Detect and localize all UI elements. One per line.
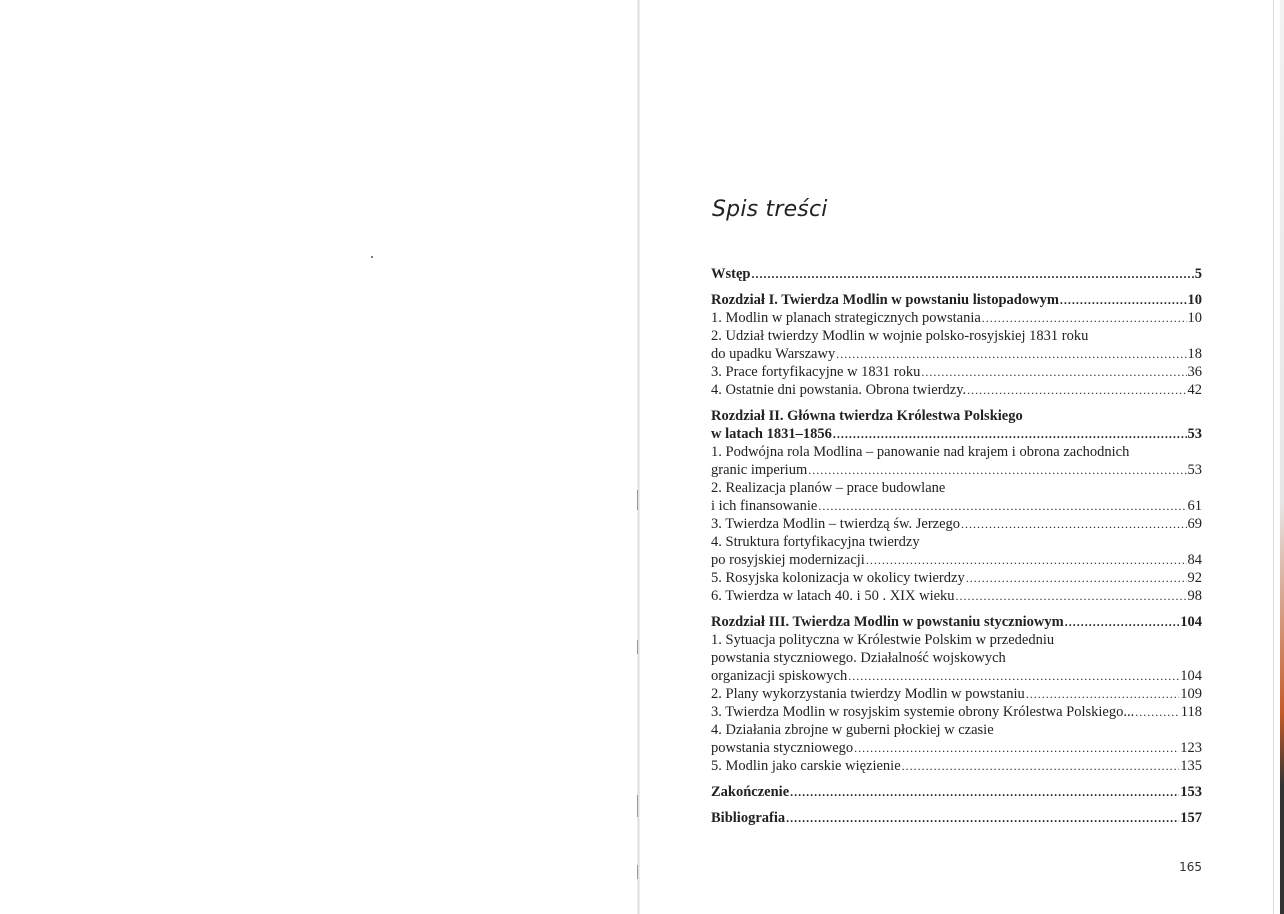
toc-leader-dots bbox=[1026, 685, 1180, 703]
toc-entry bbox=[711, 783, 1202, 801]
toc-entry-title: 3. Twierdza Modlin – twierdzą św. Jerzego bbox=[711, 516, 961, 532]
toc-entry-title: Bibliografia bbox=[711, 810, 786, 826]
paper-speck bbox=[371, 256, 373, 258]
gutter-mark bbox=[637, 795, 638, 817]
toc-leader-dots bbox=[786, 809, 1179, 827]
toc-entry-title: 4. Ostatnie dni powstania. Obrona twierdzy. bbox=[711, 382, 967, 398]
toc-entry-title: 2. Plany wykorzystania twierdzy Modlin w powstaniu bbox=[711, 686, 1025, 702]
toc-leader-dots bbox=[808, 461, 1186, 479]
toc-line: Rozdział II. Główna twierdza Królestwa Polskiego bbox=[711, 408, 1023, 424]
gutter-mark bbox=[637, 640, 638, 654]
toc-leader-dots bbox=[921, 363, 1186, 381]
toc-leader-dots bbox=[966, 569, 1187, 587]
toc-entry-page: 10 bbox=[1187, 292, 1202, 308]
table-of-contents bbox=[711, 265, 1202, 827]
toc-entry bbox=[711, 265, 1202, 283]
toc-entry-page: 84 bbox=[1187, 552, 1202, 568]
scan-edge bbox=[1280, 0, 1284, 914]
toc-entry-title: granic imperium bbox=[711, 462, 808, 478]
toc-entry-page: 18 bbox=[1187, 346, 1202, 362]
toc-entry bbox=[711, 461, 1202, 479]
toc-entry-page: 36 bbox=[1187, 364, 1202, 380]
toc-entry-title: 1. Modlin w planach strategicznych powstania bbox=[711, 310, 981, 326]
toc-gap bbox=[711, 399, 1202, 407]
toc-entry-title: do upadku Warszawy bbox=[711, 346, 836, 362]
toc-leader-dots bbox=[751, 265, 1193, 283]
toc-gap bbox=[711, 775, 1202, 783]
toc-entry-title: w latach 1831–1856 bbox=[711, 426, 832, 442]
toc-entry bbox=[711, 613, 1202, 631]
toc-entry-title: 3. Prace fortyfikacyjne w 1831 roku bbox=[711, 364, 921, 380]
toc-line: 2. Udział twierdzy Modlin w wojnie polsko-rosyjskiej 1831 roku bbox=[711, 328, 1089, 344]
toc-entry-title: Rozdział I. Twierdza Modlin w powstaniu listopadowym bbox=[711, 292, 1059, 308]
toc-entry bbox=[711, 551, 1202, 569]
toc-leader-dots bbox=[790, 783, 1179, 801]
toc-line: 4. Działania zbrojne w guberni płockiej w czasie bbox=[711, 722, 994, 738]
toc-line: 1. Podwójna rola Modlina – panowanie nad krajem i obrona zachodnich bbox=[711, 444, 1130, 460]
toc-entry bbox=[711, 739, 1202, 757]
toc-entry-title: 6. Twierdza w latach 40. i 50 . XIX wieku bbox=[711, 588, 955, 604]
toc-leader-dots bbox=[1065, 613, 1180, 631]
toc-entry-page: 104 bbox=[1180, 668, 1202, 684]
toc-entry-title: i ich finansowanie bbox=[711, 498, 818, 514]
toc-line: powstania styczniowego. Działalność wojskowych bbox=[711, 650, 1006, 666]
toc-entry-title: Rozdział III. Twierdza Modlin w powstaniu styczniowym bbox=[711, 614, 1064, 630]
toc-entry bbox=[711, 757, 1202, 775]
toc-entry-page: 5 bbox=[1194, 266, 1202, 282]
toc-entry-page: 104 bbox=[1180, 614, 1202, 630]
page-number: 165 bbox=[1179, 860, 1202, 874]
toc-entry-page: 42 bbox=[1187, 382, 1202, 398]
left-page-blank bbox=[0, 0, 637, 914]
toc-entry-page: 109 bbox=[1180, 686, 1202, 702]
page-edge-line bbox=[1273, 0, 1274, 914]
toc-entry-page: 92 bbox=[1187, 570, 1202, 586]
toc-leader-dots bbox=[818, 497, 1186, 515]
toc-entry-page: 53 bbox=[1187, 426, 1202, 442]
toc-leader-dots bbox=[848, 667, 1179, 685]
toc-leader-dots bbox=[836, 345, 1186, 363]
toc-entry bbox=[711, 667, 1202, 685]
toc-entry-page: 53 bbox=[1187, 462, 1202, 478]
toc-leader-dots bbox=[902, 757, 1180, 775]
toc-gap bbox=[711, 283, 1202, 291]
toc-entry bbox=[711, 309, 1202, 327]
toc-entry-page: 98 bbox=[1187, 588, 1202, 604]
toc-entry-page: 69 bbox=[1187, 516, 1202, 532]
toc-entry bbox=[711, 569, 1202, 587]
toc-entry-title: 5. Modlin jako carskie więzienie bbox=[711, 758, 901, 774]
toc-entry-page: 123 bbox=[1180, 740, 1202, 756]
toc-entry-page: 135 bbox=[1180, 758, 1202, 774]
toc-entry bbox=[711, 381, 1202, 399]
toc-entry bbox=[711, 515, 1202, 533]
toc-entry-title: 3. Twierdza Modlin w rosyjskim systemie obrony Królestwa Polskiego... bbox=[711, 704, 1135, 720]
toc-leader-dots bbox=[833, 425, 1187, 443]
toc-entry bbox=[711, 497, 1202, 515]
toc-entry-title: Zakończenie bbox=[711, 784, 790, 800]
toc-entry bbox=[711, 363, 1202, 381]
toc-line: 2. Realizacja planów – prace budowlane bbox=[711, 480, 946, 496]
toc-gap bbox=[711, 605, 1202, 613]
toc-entry-title: Wstęp bbox=[711, 266, 751, 282]
toc-entry bbox=[711, 587, 1202, 605]
toc-line: 1. Sytuacja polityczna w Królestwie Polskim w przededniu bbox=[711, 632, 1055, 648]
gutter-mark bbox=[637, 865, 638, 879]
toc-entry bbox=[711, 685, 1202, 703]
toc-entry bbox=[711, 809, 1202, 827]
toc-entry-page: 153 bbox=[1180, 784, 1202, 800]
page-title: Spis treści bbox=[712, 197, 828, 222]
toc-leader-dots bbox=[854, 739, 1179, 757]
toc-entry bbox=[711, 345, 1202, 363]
toc-leader-dots bbox=[866, 551, 1187, 569]
toc-leader-dots bbox=[967, 381, 1186, 399]
toc-entry bbox=[711, 703, 1202, 721]
toc-entry-page: 10 bbox=[1187, 310, 1202, 326]
toc-leader-dots bbox=[982, 309, 1187, 327]
toc-entry bbox=[711, 425, 1202, 443]
toc-entry-title: organizacji spiskowych bbox=[711, 668, 848, 684]
gutter-mark bbox=[637, 490, 638, 510]
toc-entry-title: 5. Rosyjska kolonizacja w okolicy twierdzy bbox=[711, 570, 965, 586]
toc-leader-dots bbox=[1135, 703, 1180, 721]
toc-entry-title: powstania styczniowego bbox=[711, 740, 854, 756]
toc-leader-dots bbox=[961, 515, 1186, 533]
toc-gap bbox=[711, 801, 1202, 809]
toc-entry-title: po rosyjskiej modernizacji bbox=[711, 552, 865, 568]
toc-entry bbox=[711, 291, 1202, 309]
toc-entry-page: 118 bbox=[1180, 704, 1202, 720]
toc-leader-dots bbox=[1060, 291, 1187, 309]
toc-leader-dots bbox=[956, 587, 1187, 605]
toc-line: 4. Struktura fortyfikacyjna twierdzy bbox=[711, 534, 920, 550]
toc-entry-page: 157 bbox=[1180, 810, 1202, 826]
toc-entry-page: 61 bbox=[1187, 498, 1202, 514]
